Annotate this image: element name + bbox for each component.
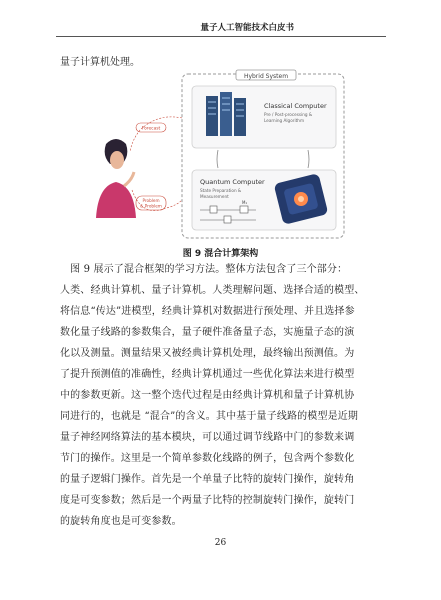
body-line: 中的参数更新。这一整个迭代过程是由经典计算机和量子计算机协 <box>60 390 355 401</box>
classical-title: Classical Computer <box>264 102 327 110</box>
person-icon <box>96 139 136 218</box>
body-line: 数化量子线路的参数集合，量子硬件准备量子态，实施量子态的演 <box>60 327 355 338</box>
body-line: 了提升预测值的准确性，经典计算机通过一些优化算法来进行模型 <box>60 369 355 380</box>
forecast-label: Forecast <box>141 126 161 132</box>
page-number: 26 <box>214 538 227 548</box>
figure-caption: 图 9 混合计算架构 <box>182 249 259 259</box>
body-line: 人类、经典计算机、量子计算机。人类理解问题、选择合适的模型、 <box>60 285 365 296</box>
down-arrow <box>217 150 218 168</box>
problem-label-2: & Problem <box>140 203 162 209</box>
quantum-title: Quantum Computer <box>200 178 265 186</box>
body-line: 将信息“传达”进模型，经典计算机对数据进行预处理、并且选择参 <box>60 306 355 317</box>
body-line: 的旋转角度也是可变参数。 <box>60 516 182 527</box>
body-line: 同进行的，也就是 “混合”的含义。其中基于量子线路的模型是近期 <box>60 411 359 422</box>
header-title: 量子人工智能技术白皮书 <box>200 23 294 33</box>
body-line: 图 9 展示了混合框架的学习方法。整体方法包含了三个部分： <box>60 264 348 275</box>
running-header <box>56 20 386 37</box>
classical-subtitle-2: Learning Algorithm <box>264 118 305 123</box>
hybrid-computing-figure <box>88 68 350 243</box>
classical-subtitle: Pre / Post-processing & <box>264 112 313 117</box>
server-rack-icon <box>206 92 246 136</box>
circuit-measure-label: M₁ <box>242 200 248 205</box>
quantum-subtitle-2: Measurement <box>200 194 229 199</box>
body-line: 节门的操作。这里是一个简单参数化线路的例子，包含两个参数化 <box>60 453 355 464</box>
figure-svg <box>88 68 350 243</box>
up-arrow <box>308 150 309 168</box>
paragraph-continuation: 量子计算机处理。 <box>60 57 140 68</box>
body-line: 化以及测量。测量结果又被经典计算机处理，最终输出预测值。为 <box>60 348 355 359</box>
quantum-subtitle: State Preparation & <box>200 188 242 193</box>
forecast-connector <box>130 117 182 152</box>
hybrid-label: Hybrid System <box>243 73 289 80</box>
problem-label: Problem <box>142 198 160 203</box>
body-line: 的量子逻辑门操作。首先是一个单量子比特的旋转门操作，旋转角 <box>60 474 355 485</box>
body-line: 度是可变参数；然后是一个两量子比特的控制旋转门操作，旋转门 <box>60 495 355 506</box>
body-line: 量子神经网络算法的基本模块，可以通过调节线路中门的参数来调 <box>60 432 355 443</box>
